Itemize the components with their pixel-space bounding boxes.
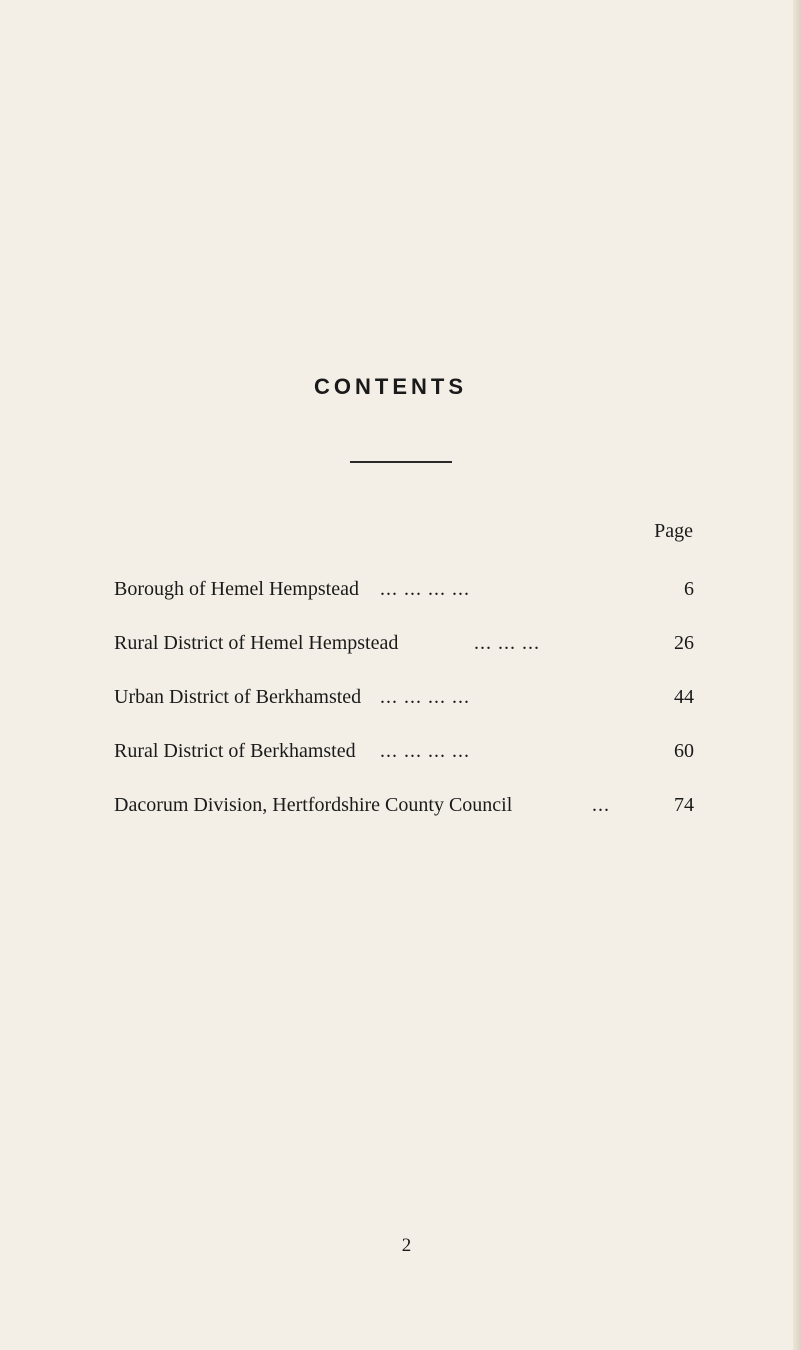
contents-heading: [0, 374, 801, 400]
page-edge: [793, 0, 801, 1350]
folio-number: 2: [401, 1235, 412, 1256]
contents-entry: [114, 628, 694, 682]
contents-entry: [114, 736, 694, 790]
contents-entry: [114, 574, 694, 628]
page-column-label: Page: [654, 520, 693, 542]
entry-title: Dacorum Division, Hertfordshire County Council: [114, 794, 513, 816]
contents-list: [114, 574, 694, 844]
dot-leader: ... ... ...: [474, 632, 540, 654]
contents-entry: [114, 682, 694, 736]
dot-leader: ... ... ... ...: [380, 686, 470, 708]
entry-title: Urban District of Berkhamsted: [114, 686, 362, 708]
contents-entry: [114, 790, 694, 844]
dot-leader: ...: [592, 794, 610, 816]
heading-text: CONTENTS: [314, 374, 467, 399]
entry-title: Borough of Hemel Hempstead: [114, 578, 359, 600]
entry-page-number: 6: [684, 578, 694, 600]
dot-leader: ... ... ... ...: [380, 578, 470, 600]
entry-title: Rural District of Berkhamsted: [114, 740, 356, 762]
entry-page-number: 44: [674, 686, 694, 708]
entry-page-number: 74: [674, 794, 694, 816]
entry-title: Rural District of Hemel Hempstead: [114, 632, 399, 654]
entry-page-number: 26: [674, 632, 694, 654]
heading-rule: [350, 461, 452, 463]
dot-leader: ... ... ... ...: [380, 740, 470, 762]
entry-page-number: 60: [674, 740, 694, 762]
page-folio: [0, 1235, 801, 1257]
